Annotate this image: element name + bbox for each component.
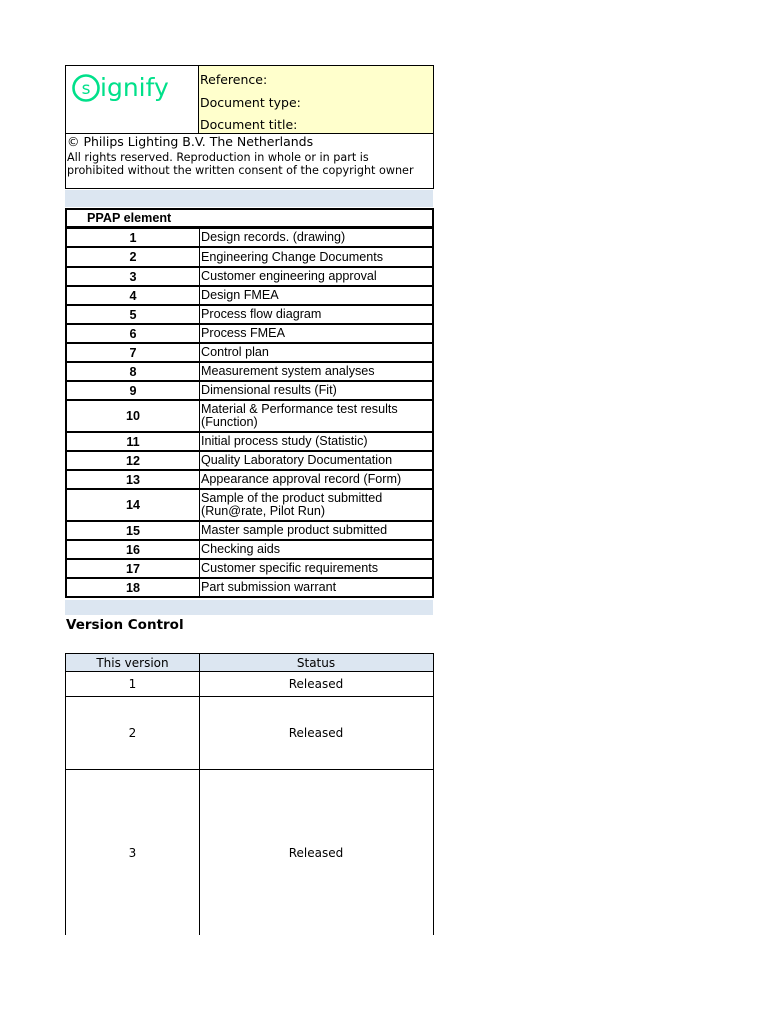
col-version-header: This version [66,654,200,671]
ppap-row [65,450,434,471]
spacer-band [65,600,433,615]
ppap-element-number: 3 [67,268,200,285]
ppap-row [65,431,434,452]
ppap-element-number: 15 [67,522,200,539]
ppap-element-description: Sample of the product submitted (Run@rate, Pilot Run) [201,491,383,518]
ppap-element-number: 6 [67,325,200,342]
ppap-element-description: Design FMEA [201,288,279,302]
ppap-element-number: 11 [67,433,200,450]
version-row [65,672,434,697]
version-status: Released [288,677,344,691]
copyright-block [67,134,427,177]
ppap-element-description: Engineering Change Documents [201,249,384,264]
ppap-element-number: 8 [67,363,200,380]
ppap-row [65,342,434,363]
version-row [65,697,434,770]
signify-logo [70,71,192,105]
ppap-element-description: Measurement system analyses [201,364,375,378]
ppap-row [65,558,434,579]
ppap-element-description: Checking aids [201,542,281,556]
ppap-element-description: Design records. (drawing) [201,230,346,244]
ppap-element-number: 17 [67,560,200,577]
ppap-row [65,246,434,268]
ppap-header-row [65,208,434,228]
spacer-band [65,190,433,207]
ppap-row [65,577,434,598]
ppap-element-description: Control plan [201,345,269,359]
ppap-element-number: 10 [67,401,200,431]
ppap-row [65,469,434,490]
ppap-row [65,285,434,306]
version-header-row [65,653,434,672]
ppap-element-number: 14 [67,490,200,520]
version-control-title: Version Control [66,617,184,633]
document-header [65,65,434,189]
version-number: 1 [66,672,200,696]
ppap-row [65,539,434,560]
ppap-row [65,380,434,401]
ppap-element-description: Customer engineering approval [201,269,377,283]
document-meta [199,66,433,134]
ppap-element-number: 18 [67,579,200,596]
version-status: Released [288,845,344,860]
logo-cell [66,66,199,134]
ppap-element-description: Quality Laboratory Documentation [201,453,393,467]
ppap-row [65,399,434,433]
ppap-element-description: Process flow diagram [201,307,322,321]
version-status: Released [288,726,344,740]
svg-text:s: s [81,79,91,99]
copyright-line: © Philips Lighting B.V. The Netherlands [67,134,314,149]
ppap-row [65,361,434,382]
ppap-element-number: 13 [67,471,200,488]
ppap-element-description: Process FMEA [201,326,285,340]
ppap-element-description: Part submission warrant [201,580,337,594]
ppap-element-description: Appearance approval record (Form) [201,472,402,486]
document-type-label: Document type: [200,95,301,110]
document-title-label: Document title: [200,117,298,132]
ppap-element-description: Customer specific requirements [201,561,379,575]
version-number: 3 [66,770,200,935]
version-row [65,770,434,935]
ppap-element-number: 16 [67,541,200,558]
ppap-element-number: 12 [67,452,200,469]
reference-label: Reference: [200,72,268,87]
ppap-header-label: PPAP element [87,210,172,225]
ppap-element-description: Initial process study (Statistic) [201,434,368,448]
ppap-row [65,266,434,287]
ppap-element-number: 4 [67,287,200,304]
col-status-header: Status [296,655,336,670]
ppap-element-number: 7 [67,344,200,361]
ppap-element-description: Dimensional results (Fit) [201,383,337,397]
ppap-element-description: Material & Performance test results (Function) [201,402,398,429]
ppap-row [65,227,434,248]
ppap-element-number: 2 [67,248,200,266]
ppap-row [65,304,434,325]
rights-line-2: prohibited without the written consent of the copyright owner [67,164,414,177]
version-number: 2 [66,697,200,769]
ppap-element-number: 1 [67,229,200,246]
ppap-row [65,520,434,541]
ppap-element-number: 9 [67,382,200,399]
svg-text:ignify: ignify [100,73,169,102]
ppap-element-description: Master sample product submitted [201,523,388,537]
ppap-row [65,488,434,522]
ppap-row [65,323,434,344]
ppap-element-number: 5 [67,306,200,323]
rights-line-1: All rights reserved. Reproduction in whole or in part is [67,151,369,164]
